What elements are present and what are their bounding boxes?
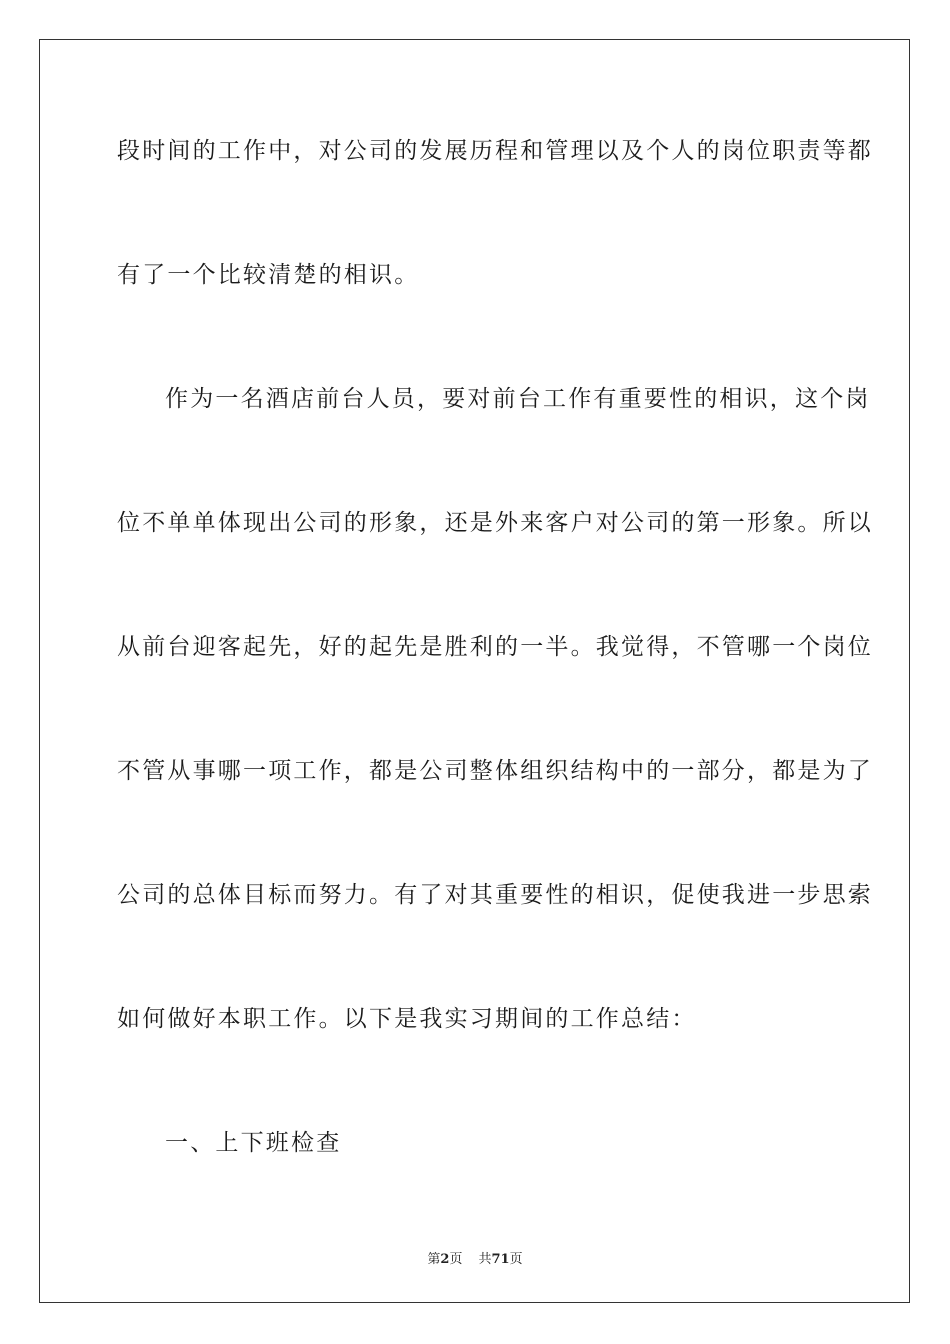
footer-page-prefix: 第 [427,1252,441,1267]
page-border [39,39,910,1303]
footer-page-suffix: 页 [449,1252,463,1267]
body-line-7: 公司的总体目标而努力。有了对其重要性的相识，促使我进一步思索 [117,882,873,908]
footer-total-prefix: 共 [478,1252,492,1267]
page-footer [0,1248,950,1267]
body-line-3: 作为一名酒店前台人员，要对前台工作有重要性的相识，这个岗 [165,386,871,412]
body-line-1: 段时间的工作中，对公司的发展历程和管理以及个人的岗位职责等都 [117,138,873,164]
section-heading: 一、上下班检查 [165,1130,342,1156]
footer-total-suffix: 页 [509,1252,523,1267]
footer-page-number: 2 [440,1252,450,1267]
body-line-6: 不管从事哪一项工作，都是公司整体组织结构中的一部分，都是为了 [117,758,873,784]
body-line-2: 有了一个比较清楚的相识。 [117,262,420,288]
body-line-8: 如何做好本职工作。以下是我实习期间的工作总结： [117,1006,697,1032]
body-line-4: 位不单单体现出公司的形象，还是外来客户对公司的第一形象。所以 [117,510,873,536]
body-line-5: 从前台迎客起先，好的起先是胜利的一半。我觉得，不管哪一个岗位 [117,634,873,660]
footer-total-number: 71 [491,1252,510,1267]
